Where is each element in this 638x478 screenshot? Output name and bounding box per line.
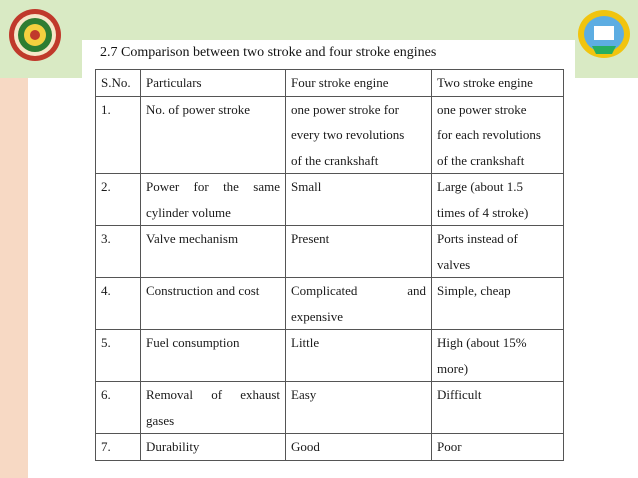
header-two-stroke: Two stroke engine	[432, 70, 564, 97]
cell-line: Present	[291, 231, 330, 246]
cell-two-stroke	[432, 278, 564, 330]
slide-title: 2.7 Comparison between two stroke and four stroke engines	[100, 45, 437, 60]
table-row	[96, 278, 564, 330]
cell-particular	[141, 434, 286, 461]
cell-line: gases	[146, 412, 175, 428]
cell-sno: 6.	[96, 382, 141, 434]
comparison-table	[95, 69, 564, 461]
cell-particular	[141, 382, 286, 434]
cell-two-stroke	[432, 96, 564, 174]
cell-two-stroke	[432, 434, 564, 461]
cell-line: cylinder volume	[146, 204, 231, 220]
table-header-row	[96, 70, 564, 97]
cell-two-stroke	[432, 226, 564, 278]
header-four-stroke: Four stroke engine	[286, 70, 432, 97]
cell-four-stroke	[286, 434, 432, 461]
cell-line: Large (about 1.5	[437, 179, 524, 194]
cell-four-stroke	[286, 382, 432, 434]
cell-particular	[141, 96, 286, 174]
cell-particular	[141, 226, 286, 278]
cell-particular	[141, 330, 286, 382]
cell-line: expensive	[291, 308, 343, 324]
cell-line: more)	[437, 360, 469, 376]
cell-sno: 7.	[96, 434, 141, 461]
cell-line: times of 4 stroke)	[437, 204, 529, 220]
cell-line: Removal of exhaust	[146, 387, 280, 402]
cell-four-stroke	[286, 96, 432, 174]
cell-sno: 3.	[96, 226, 141, 278]
table-row	[96, 330, 564, 382]
cell-line: Construction and cost	[146, 283, 260, 298]
cell-line: Little	[291, 335, 320, 350]
cell-line: of the crankshaft	[291, 152, 379, 168]
cell-four-stroke	[286, 174, 432, 226]
cell-two-stroke	[432, 330, 564, 382]
cell-line: No. of power stroke	[146, 101, 250, 117]
cell-line: Ports instead of	[437, 231, 518, 246]
cell-particular	[141, 174, 286, 226]
left-accent-band	[0, 78, 28, 478]
header-particulars: Particulars	[141, 70, 286, 97]
cell-line: Difficult	[437, 387, 482, 402]
cell-four-stroke	[286, 278, 432, 330]
cell-four-stroke	[286, 226, 432, 278]
cell-line: Good	[291, 439, 320, 454]
cell-line: for each revolutions	[437, 127, 541, 142]
university-seal-logo	[8, 8, 62, 62]
cell-line: one power stroke	[437, 101, 527, 117]
cell-line: Power for the same	[146, 179, 280, 194]
header-sno: S.No.	[96, 70, 141, 97]
college-emblem-logo	[576, 8, 632, 60]
cell-particular	[141, 278, 286, 330]
table-row	[96, 434, 564, 461]
cell-two-stroke	[432, 174, 564, 226]
cell-sno: 5.	[96, 330, 141, 382]
cell-sno: 4.	[96, 278, 141, 330]
cell-line: Fuel consumption	[146, 335, 240, 350]
cell-sno: 1.	[96, 96, 141, 174]
cell-line: every two revolutions	[291, 127, 405, 142]
cell-line: Valve mechanism	[146, 231, 239, 246]
cell-line: one power stroke for	[291, 101, 399, 117]
cell-line: Easy	[291, 387, 317, 402]
cell-line: Simple, cheap	[437, 283, 511, 298]
table-row	[96, 96, 564, 174]
cell-line: Small	[291, 179, 322, 194]
cell-line: Complicated and	[291, 283, 426, 298]
cell-sno: 2.	[96, 174, 141, 226]
table-row	[96, 174, 564, 226]
cell-line: valves	[437, 256, 471, 272]
cell-line: of the crankshaft	[437, 152, 525, 168]
cell-two-stroke	[432, 382, 564, 434]
table-row	[96, 226, 564, 278]
cell-line: Durability	[146, 439, 200, 454]
cell-four-stroke	[286, 330, 432, 382]
cell-line: High (about 15%	[437, 335, 527, 350]
table-row	[96, 382, 564, 434]
cell-line: Poor	[437, 439, 462, 454]
